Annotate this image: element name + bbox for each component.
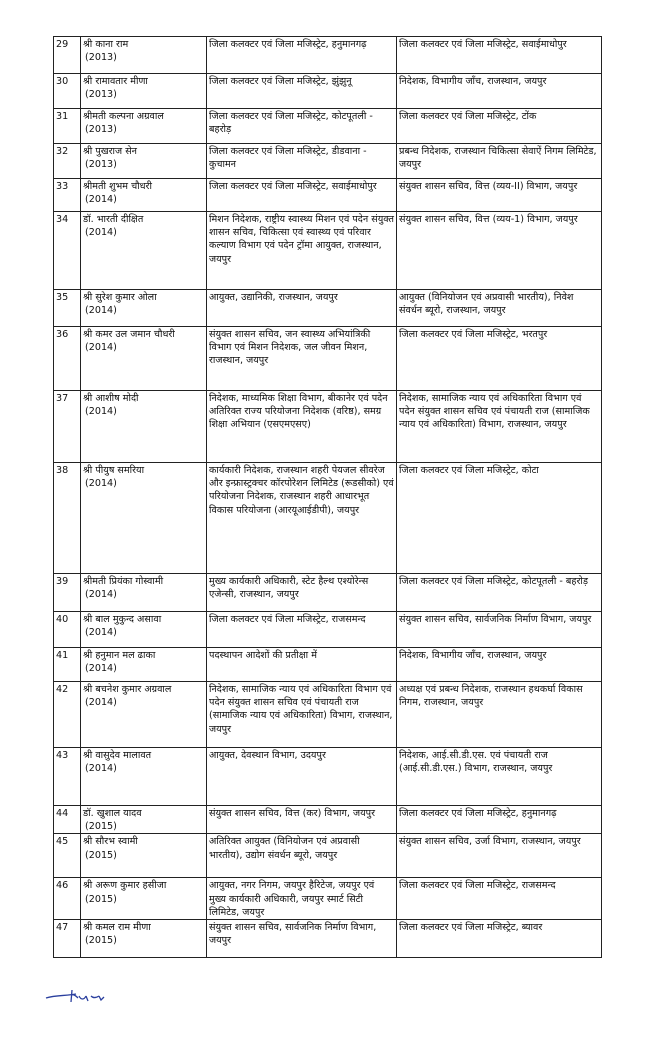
current-posting-cell — [207, 920, 397, 958]
new-posting-cell — [397, 648, 602, 682]
officer-batch: (2015) — [85, 893, 117, 905]
serial-number: 41 — [56, 650, 69, 661]
table-row — [54, 37, 602, 74]
current-posting-cell — [207, 748, 397, 806]
table-row — [54, 391, 602, 463]
officer-name-cell — [81, 648, 207, 682]
serial-number-cell — [54, 648, 81, 682]
table-row — [54, 834, 602, 878]
officer-batch: (2014) — [85, 342, 117, 354]
new-posting: निदेशक, विभागीय जाँच, राजस्थान, जयपुर — [399, 76, 547, 87]
officer-batch: (2014) — [85, 697, 117, 709]
table-row — [54, 574, 602, 612]
officer-batch: (2013) — [85, 159, 117, 171]
current-posting-cell — [207, 391, 397, 463]
officer-name-cell — [81, 391, 207, 463]
serial-number-cell — [54, 612, 81, 648]
serial-number: 47 — [56, 922, 69, 934]
new-posting-cell — [397, 327, 602, 391]
table-body — [54, 37, 602, 958]
officer-name-cell — [81, 682, 207, 748]
serial-number-cell — [54, 327, 81, 391]
current-posting: संयुक्त शासन सचिव, वित्त (कर) विभाग, जयपुर — [209, 808, 376, 819]
table-row — [54, 179, 602, 212]
table-row — [54, 612, 602, 648]
new-posting-cell — [397, 290, 602, 327]
officer-batch: (2015) — [85, 821, 117, 833]
transfer-order-table — [53, 36, 602, 958]
current-posting-cell — [207, 612, 397, 648]
new-posting-cell — [397, 391, 602, 463]
current-posting-cell — [207, 806, 397, 834]
officer-name: श्री अरूण कुमार हसीजा — [83, 880, 167, 892]
current-posting-cell — [207, 109, 397, 144]
current-posting-cell — [207, 878, 397, 920]
officer-name: श्री सौरभ स्वामी — [83, 836, 138, 848]
current-posting: पदस्थापन आदेशों की प्रतीक्षा में — [209, 650, 317, 661]
officer-batch: (2014) — [85, 627, 117, 639]
officer-name-cell — [81, 144, 207, 179]
officer-batch: (2014) — [85, 194, 117, 206]
current-posting-cell — [207, 179, 397, 212]
new-posting-cell — [397, 212, 602, 290]
table-row — [54, 878, 602, 920]
current-posting-cell — [207, 463, 397, 574]
serial-number: 34 — [56, 214, 69, 225]
current-posting: संयुक्त शासन सचिव, जन स्वास्थ्य अभियांत्रिकी विभाग एवं मिशन निदेशक, जल जीवन मिशन, राजस्थान, जयपुर — [209, 329, 371, 367]
serial-number-cell — [54, 391, 81, 463]
officer-name-cell — [81, 574, 207, 612]
officer-name-cell — [81, 109, 207, 144]
table-row — [54, 920, 602, 958]
officer-batch: (2014) — [85, 227, 117, 239]
serial-number-cell — [54, 682, 81, 748]
new-posting: आयुक्त (विनियोजन एवं अप्रवासी भारतीय), निवेश संवर्धन ब्यूरो, राजस्थान, जयपुर — [399, 292, 574, 317]
officer-name-cell — [81, 37, 207, 74]
officer-name: श्रीमती कल्पना अग्रवाल — [83, 111, 164, 122]
new-posting: जिला कलक्टर एवं जिला मजिस्ट्रेट, कोटपूतली - बहरोड़ — [399, 576, 588, 587]
current-posting: निदेशक, सामाजिक न्याय एवं अधिकारिता विभाग एवं पदेन संयुक्त शासन सचिव एवं पंचायती राज (सामाजिक न्याय एवं अधिकारिता) विभाग, राजस्थान, जयपुर — [209, 684, 393, 735]
officer-batch: (2014) — [85, 478, 117, 490]
table-row — [54, 648, 602, 682]
officer-name-cell — [81, 290, 207, 327]
new-posting: जिला कलक्टर एवं जिला मजिस्ट्रेट, भरतपुर — [399, 329, 548, 340]
officer-name: श्री बचनेश कुमार अग्रवाल — [83, 684, 172, 695]
new-posting: निदेशक, विभागीय जाँच, राजस्थान, जयपुर — [399, 650, 547, 661]
serial-number: 35 — [56, 292, 69, 303]
current-posting: संयुक्त शासन सचिव, सार्वजनिक निर्माण विभाग, जयपुर — [209, 922, 377, 947]
serial-number-cell — [54, 179, 81, 212]
serial-number-cell — [54, 290, 81, 327]
serial-number: 39 — [56, 576, 69, 587]
current-posting: मुख्य कार्यकारी अधिकारी, स्टेट हैल्थ एश्योरेन्स एजेन्सी, राजस्थान, जयपुर — [209, 576, 369, 601]
serial-number-cell — [54, 806, 81, 834]
table-row — [54, 806, 602, 834]
new-posting: जिला कलक्टर एवं जिला मजिस्ट्रेट, राजसमन्द — [399, 880, 556, 892]
current-posting: आयुक्त, देवस्थान विभाग, उदयपुर — [209, 750, 326, 761]
new-posting: प्रबन्ध निदेशक, राजस्थान चिकित्सा सेवाऐं निगम लिमिटेड, जयपुर — [399, 146, 597, 171]
officer-name-cell — [81, 612, 207, 648]
serial-number: 42 — [56, 684, 69, 695]
new-posting-cell — [397, 878, 602, 920]
table-row — [54, 748, 602, 806]
new-posting-cell — [397, 612, 602, 648]
officer-name: श्री पुखराज सेन — [83, 146, 138, 157]
serial-number: 36 — [56, 329, 69, 340]
serial-number: 37 — [56, 393, 69, 404]
new-posting: जिला कलक्टर एवं जिला मजिस्ट्रेट, हनुमानगढ़ — [399, 808, 557, 819]
serial-number: 29 — [56, 39, 69, 50]
serial-number: 38 — [56, 465, 69, 476]
new-posting-cell — [397, 834, 602, 878]
serial-number-cell — [54, 748, 81, 806]
officer-name-cell — [81, 327, 207, 391]
serial-number-cell — [54, 74, 81, 109]
new-posting: अध्यक्ष एवं प्रबन्ध निदेशक, राजस्थान हथकर्घा विकास निगम, राजस्थान, जयपुर — [399, 684, 583, 709]
new-posting-cell — [397, 682, 602, 748]
current-posting: जिला कलक्टर एवं जिला मजिस्ट्रेट, डीडवाना - कुचामन — [209, 146, 367, 171]
officer-name: श्री सुरेश कुमार ओला — [83, 292, 157, 303]
table-row — [54, 212, 602, 290]
officer-name-cell — [81, 74, 207, 109]
officer-name-cell — [81, 463, 207, 574]
officer-batch: (2014) — [85, 589, 117, 601]
current-posting-cell — [207, 574, 397, 612]
officer-name-cell — [81, 878, 207, 920]
current-posting: कार्यकारी निदेशक, राजस्थान शहरी पेयजल सीवरेज और इन्फ्रास्ट्रक्चर कॉरपोरेशन लिमिटेड (रूडसीको) एवं परियोजना निदेशक, राजस्थान शहरी आधारभूत विकास परियोजना (आरयूआईडीपी), जयपुर — [209, 465, 394, 516]
current-posting-cell — [207, 682, 397, 748]
officer-name: डॉ. भारती दीक्षित — [83, 214, 144, 225]
new-posting: निदेशक, सामाजिक न्याय एवं अधिकारिता विभाग एवं पदेन संयुक्त शासन सचिव एवं पंचायती राज (सामाजिक न्याय एवं अधिकारिता) विभाग, राजस्थान, जयपुर — [399, 393, 590, 431]
serial-number-cell — [54, 574, 81, 612]
officer-batch: (2014) — [85, 763, 117, 775]
table-row — [54, 682, 602, 748]
current-posting-cell — [207, 74, 397, 109]
new-posting: संयुक्त शासन सचिव, वित्त (व्यय-1) विभाग, जयपुर — [399, 214, 578, 225]
new-posting-cell — [397, 920, 602, 958]
handwritten-signature — [44, 986, 114, 1006]
current-posting: जिला कलक्टर एवं जिला मजिस्ट्रेट, हनुमानगढ़ — [209, 39, 367, 50]
serial-number: 33 — [56, 181, 69, 192]
serial-number-cell — [54, 144, 81, 179]
serial-number-cell — [54, 109, 81, 144]
officer-batch: (2014) — [85, 663, 117, 675]
table-row — [54, 327, 602, 391]
current-posting: आयुक्त, नगर निगम, जयपुर हैरिटेज, जयपुर एवं मुख्य कार्यकारी अधिकारी, जयपुर स्मार्ट सिटी लिमिटेड, जयपुर — [209, 880, 375, 918]
officer-name-cell — [81, 920, 207, 958]
new-posting: जिला कलक्टर एवं जिला मजिस्ट्रेट, टोंक — [399, 111, 537, 122]
officer-name: डॉ. खुशाल यादव — [83, 808, 142, 819]
new-posting-cell — [397, 37, 602, 74]
current-posting-cell — [207, 144, 397, 179]
officer-name: श्री रामावतार मीणा — [83, 76, 148, 87]
officer-batch: (2013) — [85, 89, 117, 101]
serial-number: 40 — [56, 614, 69, 625]
new-posting-cell — [397, 806, 602, 834]
officer-name: श्री आशीष मोदी — [83, 393, 139, 404]
serial-number: 30 — [56, 76, 69, 87]
current-posting: निदेशक, माध्यमिक शिक्षा विभाग, बीकानेर एवं पदेन अतिरिक्त राज्य परियोजना निदेशक (वरिष्ठ), समग्र शिक्षा अभियान (एसएमएसए) — [209, 393, 388, 431]
current-posting: आयुक्त, उद्यानिकी, राजस्थान, जयपुर — [209, 292, 338, 303]
officer-name: श्री कमल राम मीणा — [83, 922, 151, 934]
officer-batch: (2015) — [85, 935, 117, 947]
new-posting: संयुक्त शासन सचिव, सार्वजनिक निर्माण विभाग, जयपुर — [399, 614, 592, 625]
officer-name: श्री कमर उल जमान चौधरी — [83, 329, 175, 340]
officer-name: श्रीमती प्रियंका गोस्वामी — [83, 576, 164, 587]
officer-name: श्री पीयुष समरिया — [83, 465, 145, 476]
officer-batch: (2014) — [85, 406, 117, 418]
new-posting: संयुक्त शासन सचिव, वित्त (व्यय-II) विभाग, जयपुर — [399, 181, 578, 192]
current-posting: मिशन निदेशक, राष्ट्रीय स्वास्थ्य मिशन एवं पदेन संयुक्त शासन सचिव, चिकित्सा एवं स्वास्थ्य एवं परिवार कल्याण विभाग एवं पदेन ट्रॉमा आयुक्त, राजस्थान, जयपुर — [209, 214, 394, 265]
serial-number: 43 — [56, 750, 69, 761]
serial-number-cell — [54, 37, 81, 74]
table-row — [54, 109, 602, 144]
current-posting-cell — [207, 327, 397, 391]
current-posting: जिला कलक्टर एवं जिला मजिस्ट्रेट, सवाईमाधोपुर — [209, 181, 377, 192]
table-row — [54, 290, 602, 327]
officer-name: श्री काना राम — [83, 39, 129, 50]
serial-number: 45 — [56, 836, 69, 848]
new-posting: संयुक्त शासन सचिव, उर्जा विभाग, राजस्थान, जयपुर — [399, 836, 581, 848]
serial-number-cell — [54, 920, 81, 958]
current-posting: अतिरिक्त आयुक्त (विनियोजन एवं अप्रवासी भारतीय), उद्योग संवर्धन ब्यूरो, जयपुर — [209, 836, 360, 861]
table-row — [54, 144, 602, 179]
new-posting-cell — [397, 748, 602, 806]
officer-name: श्रीमती शुभम चौधरी — [83, 181, 152, 192]
new-posting-cell — [397, 463, 602, 574]
serial-number: 44 — [56, 808, 69, 819]
current-posting-cell — [207, 648, 397, 682]
officer-batch: (2014) — [85, 305, 117, 317]
officer-batch: (2013) — [85, 124, 117, 136]
new-posting-cell — [397, 179, 602, 212]
current-posting-cell — [207, 290, 397, 327]
table-row — [54, 74, 602, 109]
new-posting-cell — [397, 574, 602, 612]
current-posting-cell — [207, 834, 397, 878]
current-posting-cell — [207, 212, 397, 290]
officer-name-cell — [81, 806, 207, 834]
serial-number-cell — [54, 212, 81, 290]
officer-name: श्री वासुदेव मालावत — [83, 750, 152, 761]
new-posting-cell — [397, 109, 602, 144]
current-posting: जिला कलक्टर एवं जिला मजिस्ट्रेट, कोटपूतली - बहरोड़ — [209, 111, 373, 136]
serial-number: 32 — [56, 146, 69, 157]
serial-number: 31 — [56, 111, 69, 122]
current-posting: जिला कलक्टर एवं जिला मजिस्ट्रेट, झुंझुनू — [209, 76, 352, 87]
new-posting: जिला कलक्टर एवं जिला मजिस्ट्रेट, कोटा — [399, 465, 539, 476]
officer-batch: (2013) — [85, 52, 117, 64]
officer-name-cell — [81, 748, 207, 806]
table-row — [54, 463, 602, 574]
serial-number: 46 — [56, 880, 69, 892]
new-posting: निदेशक, आई.सी.डी.एस. एवं पंचायती राज (आई.सी.डी.एस.) विभाग, राजस्थान, जयपुर — [399, 750, 553, 775]
serial-number-cell — [54, 834, 81, 878]
officer-name: श्री बाल मुकुन्द असावा — [83, 614, 162, 625]
current-posting-cell — [207, 37, 397, 74]
new-posting-cell — [397, 74, 602, 109]
officer-name-cell — [81, 212, 207, 290]
new-posting: जिला कलक्टर एवं जिला मजिस्ट्रेट, सवाईमाधोपुर — [399, 39, 567, 50]
officer-batch: (2015) — [85, 849, 117, 861]
serial-number-cell — [54, 878, 81, 920]
serial-number-cell — [54, 463, 81, 574]
officer-name: श्री हनुमान मल ढाका — [83, 650, 156, 661]
officer-name-cell — [81, 834, 207, 878]
new-posting: जिला कलक्टर एवं जिला मजिस्ट्रेट, ब्यावर — [399, 922, 543, 934]
officer-name-cell — [81, 179, 207, 212]
current-posting: जिला कलक्टर एवं जिला मजिस्ट्रेट, राजसमन्द — [209, 614, 366, 625]
new-posting-cell — [397, 144, 602, 179]
